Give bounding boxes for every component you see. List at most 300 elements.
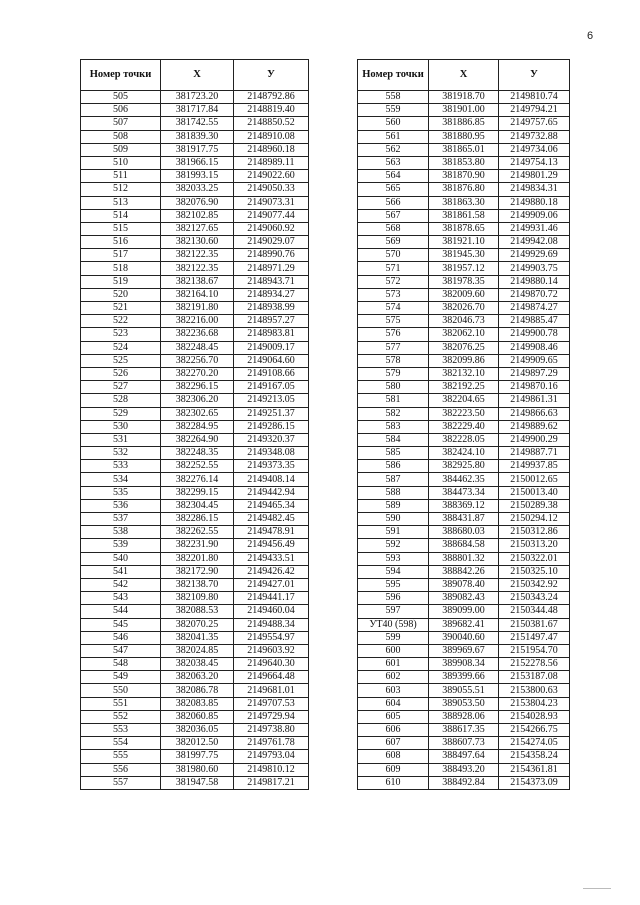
point-number-cell: 585 <box>358 447 429 460</box>
point-number-cell: 609 <box>358 763 429 776</box>
x-coordinate-cell: 382109.80 <box>161 592 234 605</box>
table-row <box>81 447 309 460</box>
x-coordinate-cell: 388431.87 <box>429 513 499 526</box>
x-coordinate-cell: 388493.20 <box>429 763 499 776</box>
point-number-cell: 577 <box>358 341 429 354</box>
table-row <box>358 526 570 539</box>
y-coordinate-cell: 2149427.01 <box>234 578 309 591</box>
point-number-cell: 511 <box>81 170 161 183</box>
table-row <box>81 262 309 275</box>
table-row <box>358 315 570 328</box>
x-coordinate-cell: 381742.55 <box>161 117 234 130</box>
y-coordinate-cell: 2148960.18 <box>234 143 309 156</box>
y-coordinate-cell: 2149870.16 <box>499 381 570 394</box>
y-coordinate-cell: 2148850.52 <box>234 117 309 130</box>
point-number-cell: 519 <box>81 275 161 288</box>
point-number-cell: 592 <box>358 539 429 552</box>
point-number-cell: 539 <box>81 539 161 552</box>
table-row <box>81 513 309 526</box>
table-row <box>358 710 570 723</box>
y-coordinate-cell: 2149441.17 <box>234 592 309 605</box>
table-header-row <box>81 60 309 91</box>
x-coordinate-cell: 382424.10 <box>429 447 499 460</box>
table-row <box>358 275 570 288</box>
x-coordinate-cell: 381993.15 <box>161 170 234 183</box>
table-row <box>81 526 309 539</box>
x-coordinate-cell: 382223.50 <box>429 407 499 420</box>
point-number-cell: 524 <box>81 341 161 354</box>
x-coordinate-cell: 382041.35 <box>161 631 234 644</box>
table-row <box>358 658 570 671</box>
point-number-cell: 581 <box>358 394 429 407</box>
table-row <box>358 433 570 446</box>
x-coordinate-cell: 381865.01 <box>429 143 499 156</box>
x-coordinate-cell: 381957.12 <box>429 262 499 275</box>
x-coordinate-cell: 382009.60 <box>429 288 499 301</box>
y-coordinate-cell: 2150325.10 <box>499 565 570 578</box>
point-number-cell: 602 <box>358 671 429 684</box>
point-number-cell: 587 <box>358 473 429 486</box>
point-number-cell: 589 <box>358 499 429 512</box>
y-coordinate-cell: 2148943.71 <box>234 275 309 288</box>
y-coordinate-cell: 2149073.31 <box>234 196 309 209</box>
x-coordinate-cell: 382191.80 <box>161 302 234 315</box>
x-coordinate-cell: 382192.25 <box>429 381 499 394</box>
table-row <box>358 222 570 235</box>
table-row <box>81 592 309 605</box>
y-coordinate-cell: 2149060.92 <box>234 222 309 235</box>
x-coordinate-cell: 382164.10 <box>161 288 234 301</box>
table-row <box>81 697 309 710</box>
table-row <box>358 183 570 196</box>
table-row <box>358 499 570 512</box>
point-number-cell: 552 <box>81 710 161 723</box>
point-number-cell: 545 <box>81 618 161 631</box>
point-number-cell: 564 <box>358 170 429 183</box>
x-coordinate-cell: 382127.65 <box>161 222 234 235</box>
x-coordinate-cell: 382138.67 <box>161 275 234 288</box>
point-number-cell: 517 <box>81 249 161 262</box>
point-number-cell: 605 <box>358 710 429 723</box>
x-coordinate-cell: 382038.45 <box>161 658 234 671</box>
x-coordinate-cell: 381917.75 <box>161 143 234 156</box>
x-coordinate-cell: 382248.35 <box>161 447 234 460</box>
table-row <box>81 341 309 354</box>
point-number-cell: 580 <box>358 381 429 394</box>
point-number-cell: 600 <box>358 644 429 657</box>
x-coordinate-cell: 382262.55 <box>161 526 234 539</box>
table-row <box>81 539 309 552</box>
table-row <box>81 737 309 750</box>
x-coordinate-cell: 382046.73 <box>429 315 499 328</box>
y-coordinate-cell: 2149050.33 <box>234 183 309 196</box>
table-row <box>358 605 570 618</box>
y-coordinate-cell: 2148983.81 <box>234 328 309 341</box>
table-row <box>358 288 570 301</box>
y-coordinate-cell: 2149408.14 <box>234 473 309 486</box>
point-number-cell: 548 <box>81 658 161 671</box>
y-coordinate-cell: 2149213.05 <box>234 394 309 407</box>
y-coordinate-cell: 2149874.27 <box>499 302 570 315</box>
y-coordinate-cell: 2149286.15 <box>234 420 309 433</box>
point-number-cell: 530 <box>81 420 161 433</box>
y-coordinate-cell: 2149729.94 <box>234 710 309 723</box>
y-coordinate-cell: 2148934.27 <box>234 288 309 301</box>
y-coordinate-cell: 2149681.01 <box>234 684 309 697</box>
x-coordinate-cell: 382204.65 <box>429 394 499 407</box>
x-coordinate-cell: 381901.00 <box>429 104 499 117</box>
y-coordinate-cell: 2150322.01 <box>499 552 570 565</box>
y-coordinate-cell: 2154373.09 <box>499 776 570 789</box>
y-coordinate-cell: 2151497.47 <box>499 631 570 644</box>
point-number-cell: 567 <box>358 209 429 222</box>
x-coordinate-cell: 388492.84 <box>429 776 499 789</box>
y-coordinate-cell: 2154266.75 <box>499 724 570 737</box>
y-coordinate-cell: 2149757.65 <box>499 117 570 130</box>
x-coordinate-cell: 381723.20 <box>161 91 234 104</box>
y-coordinate-cell: 2149664.48 <box>234 671 309 684</box>
x-coordinate-cell: 382130.60 <box>161 236 234 249</box>
point-number-cell: 595 <box>358 578 429 591</box>
y-coordinate-cell: 2149251.37 <box>234 407 309 420</box>
point-number-cell: 505 <box>81 91 161 104</box>
x-coordinate-cell: 382024.85 <box>161 644 234 657</box>
x-coordinate-cell: 382276.14 <box>161 473 234 486</box>
point-number-cell: 559 <box>358 104 429 117</box>
point-number-cell: 535 <box>81 486 161 499</box>
table-row <box>81 578 309 591</box>
y-coordinate-cell: 2149442.94 <box>234 486 309 499</box>
table-row <box>81 130 309 143</box>
table-row <box>81 328 309 341</box>
x-coordinate-cell: 381921.10 <box>429 236 499 249</box>
x-coordinate-cell: 388617.35 <box>429 724 499 737</box>
y-coordinate-cell: 2149707.53 <box>234 697 309 710</box>
table-row <box>81 605 309 618</box>
y-coordinate-cell: 2149903.75 <box>499 262 570 275</box>
y-coordinate-cell: 2149909.65 <box>499 354 570 367</box>
y-coordinate-cell: 2149885.47 <box>499 315 570 328</box>
point-number-cell: 590 <box>358 513 429 526</box>
table-row <box>81 394 309 407</box>
y-coordinate-cell: 2149320.37 <box>234 433 309 446</box>
header-x: Х <box>161 60 234 91</box>
table-row <box>81 499 309 512</box>
point-number-cell: 531 <box>81 433 161 446</box>
table-header-row <box>358 60 570 91</box>
x-coordinate-cell: 382036.05 <box>161 724 234 737</box>
table-row <box>358 578 570 591</box>
x-coordinate-cell: 381876.80 <box>429 183 499 196</box>
y-coordinate-cell: 2149761.78 <box>234 737 309 750</box>
table-row <box>81 381 309 394</box>
table-row <box>358 91 570 104</box>
y-coordinate-cell: 2149603.92 <box>234 644 309 657</box>
y-coordinate-cell: 2149554.97 <box>234 631 309 644</box>
point-number-cell: 571 <box>358 262 429 275</box>
y-coordinate-cell: 2149889.62 <box>499 420 570 433</box>
y-coordinate-cell: 2149880.18 <box>499 196 570 209</box>
point-number-cell: 556 <box>81 763 161 776</box>
x-coordinate-cell: 381878.65 <box>429 222 499 235</box>
table-row <box>358 552 570 565</box>
y-coordinate-cell: 2150013.40 <box>499 486 570 499</box>
y-coordinate-cell: 2148910.08 <box>234 130 309 143</box>
table-row <box>81 763 309 776</box>
x-coordinate-cell: 382088.53 <box>161 605 234 618</box>
table-row <box>358 236 570 249</box>
point-number-cell: 538 <box>81 526 161 539</box>
point-number-cell: 594 <box>358 565 429 578</box>
table-row <box>81 658 309 671</box>
x-coordinate-cell: 381863.30 <box>429 196 499 209</box>
table-row <box>81 249 309 262</box>
y-coordinate-cell: 2149456.49 <box>234 539 309 552</box>
point-number-cell: 529 <box>81 407 161 420</box>
table-row <box>81 420 309 433</box>
table-row <box>81 170 309 183</box>
table-row <box>81 91 309 104</box>
point-number-cell: 507 <box>81 117 161 130</box>
y-coordinate-cell: 2149738.80 <box>234 724 309 737</box>
point-number-cell: 521 <box>81 302 161 315</box>
y-coordinate-cell: 2148819.40 <box>234 104 309 117</box>
point-number-cell: 570 <box>358 249 429 262</box>
table-row <box>81 143 309 156</box>
y-coordinate-cell: 2153804.23 <box>499 697 570 710</box>
y-coordinate-cell: 2154028.93 <box>499 710 570 723</box>
point-number-cell: 525 <box>81 354 161 367</box>
point-number-cell: 516 <box>81 236 161 249</box>
y-coordinate-cell: 2149900.29 <box>499 433 570 446</box>
point-number-cell: 513 <box>81 196 161 209</box>
x-coordinate-cell: 382076.25 <box>429 341 499 354</box>
x-coordinate-cell: 388369.12 <box>429 499 499 512</box>
x-coordinate-cell: 382060.85 <box>161 710 234 723</box>
y-coordinate-cell: 2149810.74 <box>499 91 570 104</box>
x-coordinate-cell: 381853.80 <box>429 156 499 169</box>
y-coordinate-cell: 2150381.67 <box>499 618 570 631</box>
x-coordinate-cell: 389682.41 <box>429 618 499 631</box>
x-coordinate-cell: 382122.35 <box>161 262 234 275</box>
y-coordinate-cell: 2149861.31 <box>499 394 570 407</box>
table-row <box>358 354 570 367</box>
y-coordinate-cell: 2154361.81 <box>499 763 570 776</box>
y-coordinate-cell: 2149373.35 <box>234 460 309 473</box>
y-coordinate-cell: 2150312.86 <box>499 526 570 539</box>
x-coordinate-cell: 389969.67 <box>429 644 499 657</box>
table-row <box>358 724 570 737</box>
table-row <box>358 367 570 380</box>
point-number-cell: 604 <box>358 697 429 710</box>
y-coordinate-cell: 2148957.27 <box>234 315 309 328</box>
y-coordinate-cell: 2149732.88 <box>499 130 570 143</box>
point-number-cell: 607 <box>358 737 429 750</box>
point-number-cell: 554 <box>81 737 161 750</box>
table-row <box>81 302 309 315</box>
point-number-cell: 561 <box>358 130 429 143</box>
table-row <box>81 644 309 657</box>
point-number-cell: 536 <box>81 499 161 512</box>
y-coordinate-cell: 2149929.69 <box>499 249 570 262</box>
x-coordinate-cell: 388928.06 <box>429 710 499 723</box>
x-coordinate-cell: 382122.35 <box>161 249 234 262</box>
y-coordinate-cell: 2149488.34 <box>234 618 309 631</box>
x-coordinate-cell: 381861.58 <box>429 209 499 222</box>
x-coordinate-cell: 382033.25 <box>161 183 234 196</box>
table-row <box>81 631 309 644</box>
point-number-cell: 518 <box>81 262 161 275</box>
point-number-cell: 512 <box>81 183 161 196</box>
x-coordinate-cell: 381886.85 <box>429 117 499 130</box>
y-coordinate-cell: 2149167.05 <box>234 381 309 394</box>
table-row <box>81 671 309 684</box>
table-row <box>81 367 309 380</box>
y-coordinate-cell: 2153800.63 <box>499 684 570 697</box>
y-coordinate-cell: 2149900.78 <box>499 328 570 341</box>
y-coordinate-cell: 2149108.66 <box>234 367 309 380</box>
y-coordinate-cell: 2149077.44 <box>234 209 309 222</box>
table-row <box>81 209 309 222</box>
point-number-cell: 558 <box>358 91 429 104</box>
y-coordinate-cell: 2149801.29 <box>499 170 570 183</box>
x-coordinate-cell: 381997.75 <box>161 750 234 763</box>
table-row <box>358 196 570 209</box>
y-coordinate-cell: 2150342.92 <box>499 578 570 591</box>
point-number-cell: 591 <box>358 526 429 539</box>
x-coordinate-cell: 382925.80 <box>429 460 499 473</box>
table-row <box>358 262 570 275</box>
x-coordinate-cell: 384462.35 <box>429 473 499 486</box>
x-coordinate-cell: 389078.40 <box>429 578 499 591</box>
table-row <box>81 486 309 499</box>
x-coordinate-cell: 381980.60 <box>161 763 234 776</box>
header-y: У <box>499 60 570 91</box>
table-row <box>358 697 570 710</box>
point-number-cell: 528 <box>81 394 161 407</box>
y-coordinate-cell: 2148792.86 <box>234 91 309 104</box>
table-row <box>81 684 309 697</box>
y-coordinate-cell: 2149009.17 <box>234 341 309 354</box>
y-coordinate-cell: 2150343.24 <box>499 592 570 605</box>
y-coordinate-cell: 2149482.45 <box>234 513 309 526</box>
point-number-cell: 610 <box>358 776 429 789</box>
x-coordinate-cell: 382299.15 <box>161 486 234 499</box>
point-number-cell: 574 <box>358 302 429 315</box>
x-coordinate-cell: 389099.00 <box>429 605 499 618</box>
point-number-cell: 566 <box>358 196 429 209</box>
point-number-cell: 601 <box>358 658 429 671</box>
point-number-cell: 551 <box>81 697 161 710</box>
x-coordinate-cell: 389399.66 <box>429 671 499 684</box>
table-row <box>358 447 570 460</box>
point-number-cell: 553 <box>81 724 161 737</box>
x-coordinate-cell: 389908.34 <box>429 658 499 671</box>
x-coordinate-cell: 388607.73 <box>429 737 499 750</box>
point-number-cell: 542 <box>81 578 161 591</box>
point-number-cell: 555 <box>81 750 161 763</box>
table-row <box>358 776 570 789</box>
x-coordinate-cell: 382012.50 <box>161 737 234 750</box>
table-row <box>81 724 309 737</box>
point-number-cell: 541 <box>81 565 161 578</box>
table-row <box>81 565 309 578</box>
y-coordinate-cell: 2149810.12 <box>234 763 309 776</box>
table-row <box>358 328 570 341</box>
x-coordinate-cell: 382306.20 <box>161 394 234 407</box>
point-number-cell: 582 <box>358 407 429 420</box>
y-coordinate-cell: 2149460.04 <box>234 605 309 618</box>
point-number-cell: 584 <box>358 433 429 446</box>
x-coordinate-cell: 381870.90 <box>429 170 499 183</box>
y-coordinate-cell: 2149029.07 <box>234 236 309 249</box>
x-coordinate-cell: 382063.20 <box>161 671 234 684</box>
table-row <box>358 170 570 183</box>
point-number-cell: 573 <box>358 288 429 301</box>
table-row <box>81 222 309 235</box>
x-coordinate-cell: 382099.86 <box>429 354 499 367</box>
point-number-cell: 509 <box>81 143 161 156</box>
point-number-cell: 608 <box>358 750 429 763</box>
x-coordinate-cell: 382286.15 <box>161 513 234 526</box>
y-coordinate-cell: 2149870.72 <box>499 288 570 301</box>
x-coordinate-cell: 382102.85 <box>161 209 234 222</box>
point-number-cell: 596 <box>358 592 429 605</box>
point-number-cell: 569 <box>358 236 429 249</box>
y-coordinate-cell: 2150289.38 <box>499 499 570 512</box>
point-number-cell: 593 <box>358 552 429 565</box>
table-row <box>358 117 570 130</box>
table-row <box>358 394 570 407</box>
x-coordinate-cell: 382228.05 <box>429 433 499 446</box>
x-coordinate-cell: 382138.70 <box>161 578 234 591</box>
table-row <box>358 671 570 684</box>
y-coordinate-cell: 2149064.60 <box>234 354 309 367</box>
x-coordinate-cell: 382201.80 <box>161 552 234 565</box>
table-row <box>81 196 309 209</box>
table-row <box>81 275 309 288</box>
table-row <box>81 433 309 446</box>
x-coordinate-cell: 384473.34 <box>429 486 499 499</box>
coordinates-table-right-body <box>358 91 570 790</box>
x-coordinate-cell: 382264.90 <box>161 433 234 446</box>
y-coordinate-cell: 2149465.34 <box>234 499 309 512</box>
point-number-cell: 606 <box>358 724 429 737</box>
x-coordinate-cell: 382270.20 <box>161 367 234 380</box>
table-row <box>358 539 570 552</box>
x-coordinate-cell: 381966.15 <box>161 156 234 169</box>
point-number-cell: 510 <box>81 156 161 169</box>
point-number-cell: 549 <box>81 671 161 684</box>
x-coordinate-cell: 382026.70 <box>429 302 499 315</box>
x-coordinate-cell: 381717.84 <box>161 104 234 117</box>
x-coordinate-cell: 382070.25 <box>161 618 234 631</box>
table-row <box>81 104 309 117</box>
x-coordinate-cell: 388497.64 <box>429 750 499 763</box>
table-row <box>81 552 309 565</box>
y-coordinate-cell: 2149022.60 <box>234 170 309 183</box>
point-number-cell: 540 <box>81 552 161 565</box>
table-row <box>81 183 309 196</box>
y-coordinate-cell: 2149817.21 <box>234 776 309 789</box>
table-row <box>358 341 570 354</box>
x-coordinate-cell: 389082.43 <box>429 592 499 605</box>
point-number-cell: 575 <box>358 315 429 328</box>
table-row <box>358 644 570 657</box>
point-number-cell: 520 <box>81 288 161 301</box>
header-x: Х <box>429 60 499 91</box>
y-coordinate-cell: 2150294.12 <box>499 513 570 526</box>
